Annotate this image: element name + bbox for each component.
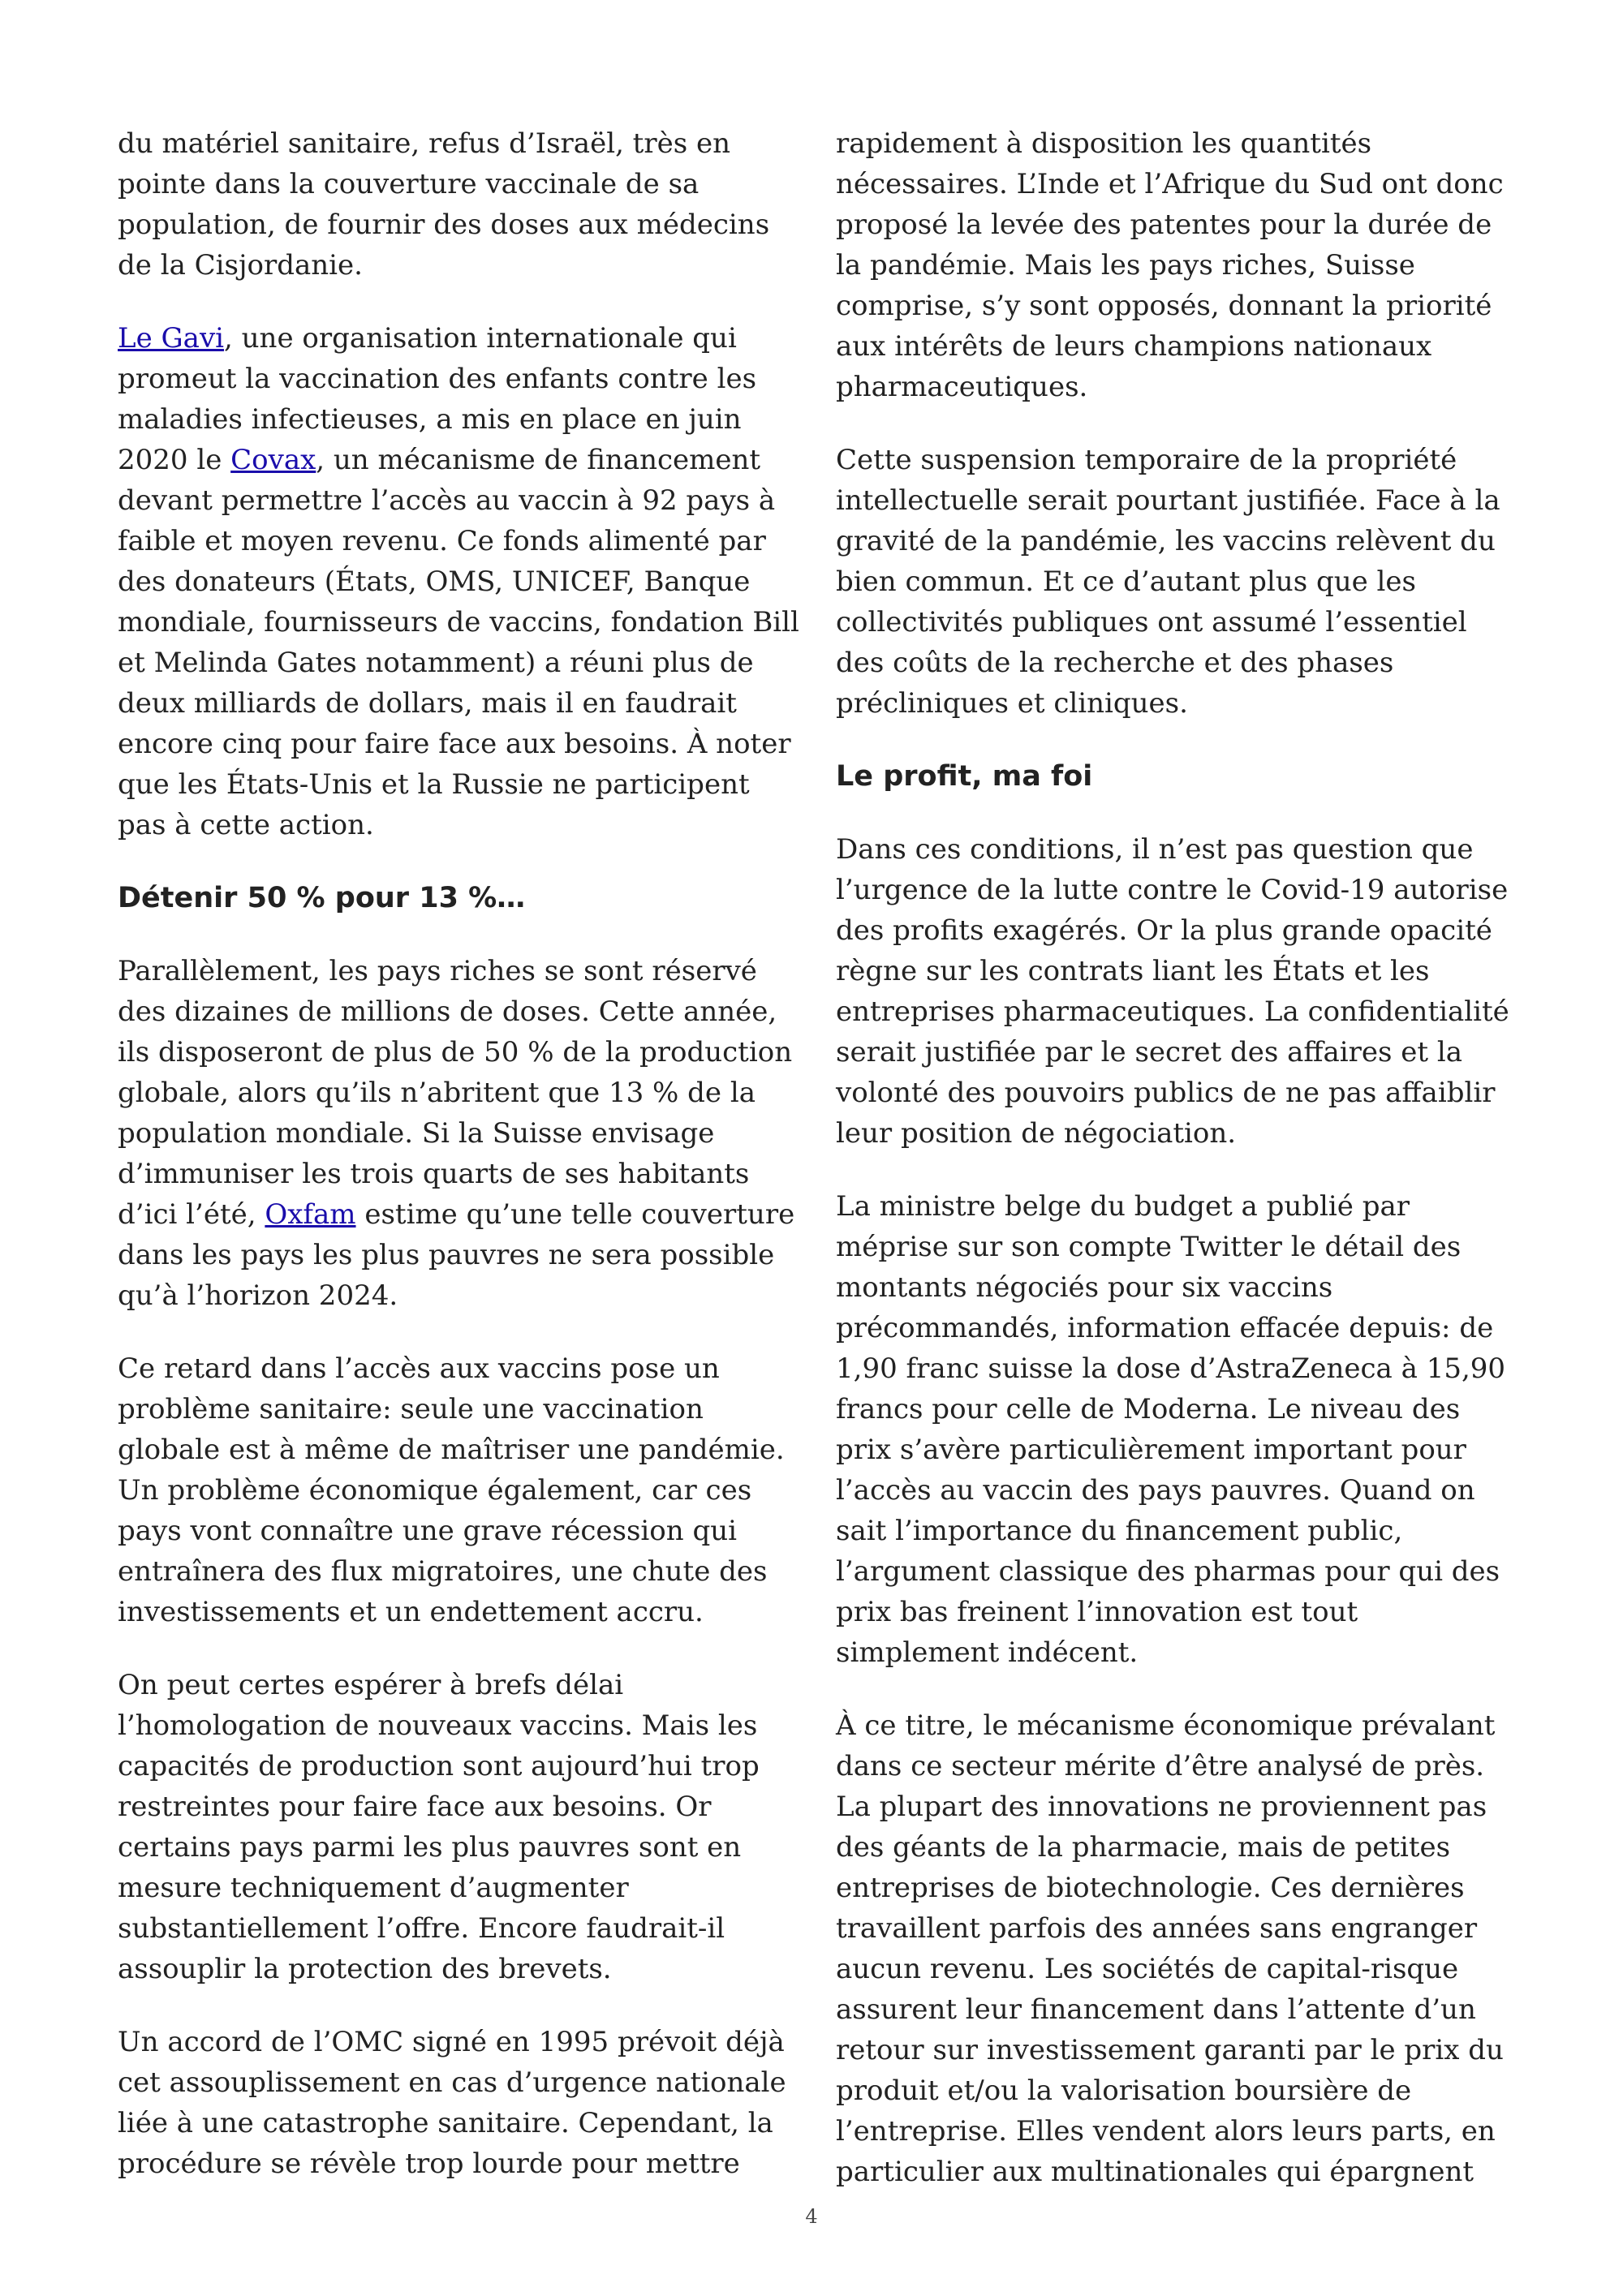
section-heading: Le profit, ma foi (836, 760, 1093, 793)
covax-link[interactable]: Covax (230, 444, 316, 476)
paragraph: Ce retard dans l’accès aux vaccins pose un problème sanitaire: seule une vaccination globale est à même de maîtriser une pandémie. Un problème économique également, car ces pays vont connaître une grave récession qui entraînera des flux migratoires, une chute des investissements et un endettement accru. (118, 1352, 785, 1628)
paragraph (118, 318, 799, 845)
section-heading: Détenir 50 % pour 13 %… (118, 882, 526, 914)
paragraph: Cette suspension temporaire de la propriété intellectuelle serait pourtant justifiée. Face à la gravité de la pandémie, les vaccins relèvent du bien commun. Et ce d’autant plus que les collectivités publiques ont assumé l’essentiel des coûts de la recherche et des phases précliniques et cliniques. (836, 444, 1500, 720)
paragraph-text: , un mécanisme de financement devant permettre l’accès au vaccin à 92 pays à faible et moyen revenu. Ce fonds alimenté par des donateurs (États, OMS, UNICEF, Banque mondiale, fournisseurs de vaccins, fondation Bill et Melinda Gates notamment) a réuni plus de deux milliards de dollars, mais il en faudrait encore cinq pour faire face aux besoins. À noter que les États-Unis et la Russie ne participent pas à cette action. (118, 444, 799, 841)
paragraph: On peut certes espérer à brefs délai l’homologation de nouveaux vaccins. Mais les capacités de production sont aujourd’hui trop restreintes pour faire face aux besoins. Or certains pays parmi les plus pauvres sont en mesure techniquement d’augmenter substantiellement l’offre. Encore faudrait-il assouplir la protection des brevets. (118, 1669, 760, 1985)
paragraph: La ministre belge du budget a publié par méprise sur son compte Twitter le détail des montants négociés pour six vaccins précommandés, information effacée depuis: de 1,90 franc suisse la dose d’AstraZeneca à 15,90 francs pour celle de Moderna. Le niveau des prix s’avère particulièrement important pour l’accès au vaccin des pays pauvres. Quand on sait l’importance du financement public, l’argument classique des pharmas pour qui des prix bas freinent l’innovation est tout simplement indécent. (836, 1190, 1506, 1669)
paragraph: À ce titre, le mécanisme économique prévalant dans ce secteur mérite d’être analysé de près. La plupart des innovations ne proviennent pas des géants de la pharmacie, mais de petites entreprises de biotechnologie. Ces dernières travaillent parfois des années sans engranger aucun revenu. Les sociétés de capital-risque assurent leur financement dans l’attente d’un retour sur investissement garanti par le prix du produit et/ou la valorisation boursière de l’entreprise. Elles vendent alors leurs parts, en particulier aux multinationales qui épargnent (836, 1709, 1504, 2188)
gavi-link[interactable]: Le Gavi (118, 322, 225, 355)
paragraph (118, 951, 799, 1316)
oxfam-link[interactable]: Oxfam (265, 1198, 356, 1231)
paragraph-text: estime qu’une telle couverture dans les pays les plus pauvres ne sera possible qu’à l’horizon 2024. (118, 1198, 795, 1312)
paragraph: rapidement à disposition les quantités nécessaires. L’Inde et l’Afrique du Sud ont donc proposé la levée des patentes pour la durée de la pandémie. Mais les pays riches, Suisse comprise, s’y sont opposés, donnant la priorité aux intérêts de leurs champions nationaux pharmaceutiques. (836, 127, 1504, 403)
paragraph-text: Parallèlement, les pays riches se sont réservé des dizaines de millions de doses. Cette année, ils disposeront de plus de 50 % de la production globale, alors qu’ils n’abritent que 13 % de la population mondiale. Si la Suisse envisage d’immuniser les trois quarts de ses habitants d’ici l’été, (118, 955, 793, 1231)
paragraph-text: , une organisation internationale qui promeut la vaccination des enfants contre les maladies infectieuses, a mis en place en juin 2020 le (118, 322, 757, 476)
left-column (118, 123, 799, 2216)
paragraph: du matériel sanitaire, refus d’Israël, très en pointe dans la couverture vaccinale de sa population, de fournir des doses aux médecins de la Cisjordanie. (118, 127, 770, 282)
right-column (836, 123, 1518, 2225)
paragraph: Dans ces conditions, il n’est pas question que l’urgence de la lutte contre le Covid-19 autorise des profits exagérés. Or la plus grande opacité règne sur les contrats liant les États et les entreprises pharmaceutiques. La confidentialité serait justifiée par le secret des affaires et la volonté des pouvoirs publics de ne pas affaiblir leur position de négociation. (836, 833, 1509, 1150)
paragraph: Un accord de l’OMC signé en 1995 prévoit déjà cet assouplissement en cas d’urgence nationale liée à une catastrophe sanitaire. Cependant, la procédure se révèle trop lourde pour mettre (118, 2026, 786, 2180)
page-number: 4 (805, 2205, 818, 2228)
